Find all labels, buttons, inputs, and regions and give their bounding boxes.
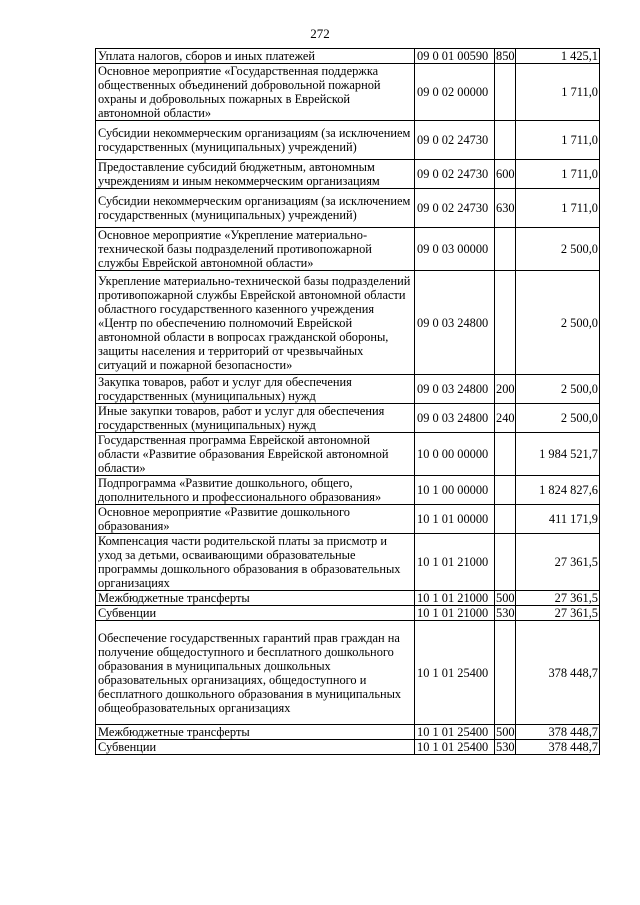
table-row — [96, 740, 600, 755]
table-row — [96, 505, 600, 534]
row-code: 10 1 01 25400 — [415, 740, 495, 755]
row-expense-type: 240 — [495, 404, 516, 433]
row-amount: 1 425,1 — [516, 49, 600, 64]
row-expense-type — [495, 228, 516, 271]
row-amount: 1 711,0 — [516, 189, 600, 228]
row-name: Субвенции — [96, 606, 415, 621]
row-amount: 27 361,5 — [516, 591, 600, 606]
row-name: Субсидии некоммерческим организациям (за исключением государственных (муниципальных) учреждений) — [96, 121, 415, 160]
row-name: Основное мероприятие «Укрепление материально-технической базы подразделений противопожарной службы Еврейской автономной области» — [96, 228, 415, 271]
row-code: 10 1 01 21000 — [415, 591, 495, 606]
row-code: 09 0 03 24800 — [415, 271, 495, 375]
page-number: 272 — [310, 26, 330, 41]
row-name: Предоставление субсидий бюджетным, автономным учреждениям и иным некоммерческим организациям — [96, 160, 415, 189]
row-name: Субсидии некоммерческим организациям (за исключением государственных (муниципальных) учреждений) — [96, 189, 415, 228]
row-amount: 27 361,5 — [516, 534, 600, 591]
row-name: Межбюджетные трансферты — [96, 591, 415, 606]
row-amount: 2 500,0 — [516, 375, 600, 404]
row-name: Укрепление материально-технической базы подразделений противопожарной службы Еврейской автономной области областного государственного казенного учреждения «Центр по обеспечению полномочий Еврейской автономной области в вопросах гражданской обороны, защиты населения и территорий от чрезвычайных ситуаций и пожарной безопасности» — [96, 271, 415, 375]
row-code: 10 1 01 00000 — [415, 505, 495, 534]
row-name: Основное мероприятие «Развитие дошкольного образования» — [96, 505, 415, 534]
row-expense-type: 530 — [496, 740, 515, 754]
row-expense-type: 500 — [496, 591, 515, 605]
row-name: Закупка товаров, работ и услуг для обеспечения государственных (муниципальных) нужд — [96, 375, 415, 404]
row-expense-type — [495, 433, 516, 476]
row-code: 10 1 01 25400 — [415, 621, 495, 725]
row-amount: 378 448,7 — [516, 621, 600, 725]
row-expense-type: 630 — [495, 189, 516, 228]
row-amount: 378 448,7 — [516, 740, 600, 755]
row-code: 09 0 02 24730 — [415, 189, 495, 228]
table-row — [96, 228, 600, 271]
table-row — [96, 121, 600, 160]
table-row — [96, 189, 600, 228]
table-row — [96, 64, 600, 121]
table-row — [96, 160, 600, 189]
row-code: 09 0 02 00000 — [415, 64, 495, 121]
row-expense-type: 600 — [495, 160, 516, 189]
row-amount: 1 984 521,7 — [516, 433, 600, 476]
row-expense-type — [495, 621, 516, 725]
row-code: 09 0 02 24730 — [415, 121, 495, 160]
row-amount: 2 500,0 — [516, 228, 600, 271]
table-row — [96, 534, 600, 591]
table-row — [96, 476, 600, 505]
row-amount: 1 711,0 — [516, 160, 600, 189]
table-row — [96, 433, 600, 476]
row-code: 09 0 03 24800 — [415, 375, 495, 404]
row-name: Субвенции — [96, 740, 415, 755]
row-expense-type — [495, 476, 516, 505]
row-name: Иные закупки товаров, работ и услуг для обеспечения государственных (муниципальных) нужд — [96, 404, 415, 433]
row-code: 10 1 01 21000 — [415, 606, 495, 621]
table-row — [96, 621, 600, 725]
row-code: 10 0 00 00000 — [415, 433, 495, 476]
row-name: Межбюджетные трансферты — [96, 725, 415, 740]
row-expense-type: 200 — [495, 375, 516, 404]
row-expense-type: 850 — [496, 49, 515, 63]
row-amount: 1 824 827,6 — [516, 476, 600, 505]
row-amount: 411 171,9 — [516, 505, 600, 534]
row-expense-type — [495, 505, 516, 534]
row-name: Основное мероприятие «Государственная поддержка общественных объединений добровольной пожарной охраны и добровольных пожарных в Еврейской автономной области» — [96, 64, 415, 121]
row-code: 10 1 00 00000 — [415, 476, 495, 505]
table-row — [96, 271, 600, 375]
row-name: Компенсация части родительской платы за присмотр и уход за детьми, осваивающими образовательные программы дошкольного образования в образовательных организациях — [96, 534, 415, 591]
row-name: Обеспечение государственных гарантий прав граждан на получение общедоступного и бесплатного дошкольного образования в муниципальных дошкольных образовательных организациях, общедоступного и бесплатного дошкольного образования в муниципальных общеобразовательных организациях — [96, 621, 415, 725]
row-code: 09 0 01 00590 — [415, 49, 495, 64]
table-row — [96, 591, 600, 606]
row-name: Уплата налогов, сборов и иных платежей — [96, 49, 415, 64]
row-amount: 1 711,0 — [516, 64, 600, 121]
row-amount: 2 500,0 — [516, 404, 600, 433]
row-expense-type — [495, 534, 516, 591]
table-row — [96, 375, 600, 404]
row-code: 10 1 01 21000 — [415, 534, 495, 591]
row-expense-type: 530 — [496, 606, 515, 620]
row-expense-type — [495, 64, 516, 121]
row-expense-type — [495, 271, 516, 375]
row-code: 09 0 03 24800 — [415, 404, 495, 433]
table-row — [96, 49, 600, 64]
row-amount: 27 361,5 — [516, 606, 600, 621]
table-row — [96, 606, 600, 621]
table-row — [96, 725, 600, 740]
row-code: 10 1 01 25400 — [415, 725, 495, 740]
budget-table — [95, 48, 600, 755]
row-amount: 378 448,7 — [516, 725, 600, 740]
row-name: Государственная программа Еврейской автономной области «Развитие образования Еврейской автономной области» — [96, 433, 415, 476]
row-expense-type — [495, 121, 516, 160]
table-row — [96, 404, 600, 433]
row-amount: 1 711,0 — [516, 121, 600, 160]
row-expense-type: 500 — [496, 725, 515, 739]
row-name: Подпрограмма «Развитие дошкольного, общего, дополнительного и профессионального образования» — [96, 476, 415, 505]
row-code: 09 0 03 00000 — [415, 228, 495, 271]
row-code: 09 0 02 24730 — [415, 160, 495, 189]
row-amount: 2 500,0 — [516, 271, 600, 375]
